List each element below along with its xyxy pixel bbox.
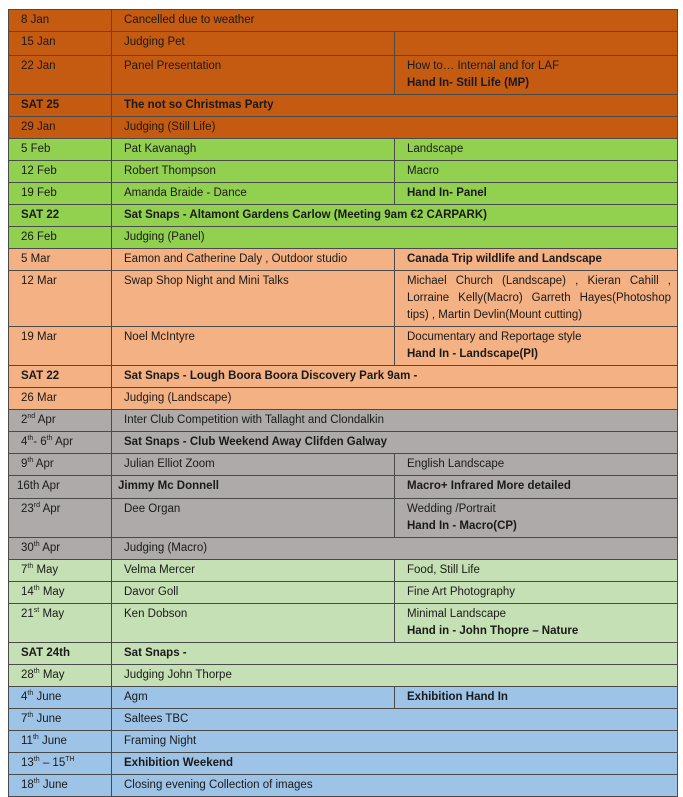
event-cell: Jimmy Mc Donnell (112, 476, 395, 499)
date-cell: 19 Mar (9, 327, 112, 366)
event-cell: Velma Mercer (112, 560, 395, 582)
date-cell: 12 Feb (9, 161, 112, 183)
schedule-row (9, 161, 678, 183)
date-cell: 13th – 15TH (9, 753, 112, 775)
date-cell: 30th Apr (9, 538, 112, 560)
detail-cell (395, 604, 678, 643)
detail-cell (395, 56, 678, 95)
date-cell: 16th Apr (9, 476, 112, 499)
schedule-row (9, 139, 678, 161)
schedule-row (9, 249, 678, 271)
event-cell: Swap Shop Night and Mini Talks (112, 271, 395, 327)
date-cell: 21st May (9, 604, 112, 643)
schedule-row (9, 410, 678, 432)
schedule-row (9, 775, 678, 797)
event-cell: Ken Dobson (112, 604, 395, 643)
event-cell: Robert Thompson (112, 161, 395, 183)
detail-line: Wedding /Portrait (407, 503, 496, 515)
detail-cell: Landscape (395, 139, 678, 161)
event-cell: Exhibition Weekend (112, 753, 678, 775)
event-cell: Sat Snaps - Lough Boora Boora Discovery Park 9am - (112, 366, 678, 388)
schedule-row (9, 388, 678, 410)
schedule-row (9, 753, 678, 775)
schedule-row (9, 731, 678, 753)
event-cell: Framing Night (112, 731, 678, 753)
event-cell: Closing evening Collection of images (112, 775, 678, 797)
club-schedule-table (8, 9, 678, 797)
schedule-row (9, 687, 678, 709)
schedule-row (9, 271, 678, 327)
date-cell: SAT 25 (9, 95, 112, 117)
detail-cell: Food, Still Life (395, 560, 678, 582)
detail-cell (395, 32, 678, 56)
schedule-row (9, 538, 678, 560)
schedule-row (9, 32, 678, 56)
event-cell: Pat Kavanagh (112, 139, 395, 161)
date-cell: 26 Mar (9, 388, 112, 410)
event-cell: Cancelled due to weather (112, 10, 678, 32)
date-cell: 4th June (9, 687, 112, 709)
schedule-row (9, 665, 678, 687)
schedule-row (9, 205, 678, 227)
date-cell: 19 Feb (9, 183, 112, 205)
event-cell: Julian Elliot Zoom (112, 454, 395, 476)
event-cell: Judging (Landscape) (112, 388, 678, 410)
detail-cell (395, 499, 678, 538)
date-cell: 5 Mar (9, 249, 112, 271)
date-cell: 8 Jan (9, 10, 112, 32)
event-cell: Sat Snaps - Altamont Gardens Carlow (Meeting 9am €2 CARPARK) (112, 205, 678, 227)
schedule-row (9, 604, 678, 643)
event-cell: Eamon and Catherine Daly , Outdoor studio (112, 249, 395, 271)
detail-cell (395, 327, 678, 366)
date-cell: 5 Feb (9, 139, 112, 161)
date-cell: 7th June (9, 709, 112, 731)
detail-cell: Exhibition Hand In (395, 687, 678, 709)
schedule-row (9, 10, 678, 32)
event-cell: Sat Snaps - (112, 643, 678, 665)
hand-in-line: Hand In - Landscape(PI) (407, 348, 538, 360)
date-cell: 9th Apr (9, 454, 112, 476)
date-cell: 23rd Apr (9, 499, 112, 538)
date-cell: 22 Jan (9, 56, 112, 95)
event-cell: Sat Snaps - Club Weekend Away Clifden Galway (112, 432, 678, 454)
event-cell: Saltees TBC (112, 709, 678, 731)
event-cell: Noel McIntyre (112, 327, 395, 366)
event-cell: Davor Goll (112, 582, 395, 604)
date-cell: SAT 22 (9, 366, 112, 388)
date-cell: 14th May (9, 582, 112, 604)
hand-in-line: Hand In- Still Life (MP) (407, 77, 530, 89)
detail-cell: Macro (395, 161, 678, 183)
event-cell: Judging (Macro) (112, 538, 678, 560)
hand-in-line: Hand in - John Thopre – Nature (407, 625, 579, 637)
event-cell: Amanda Braide - Dance (112, 183, 395, 205)
schedule-row (9, 643, 678, 665)
schedule-row (9, 476, 678, 499)
schedule-row (9, 95, 678, 117)
event-cell: Judging (Still Life) (112, 117, 678, 139)
schedule-row (9, 560, 678, 582)
event-cell: Judging John Thorpe (112, 665, 678, 687)
date-cell: 28th May (9, 665, 112, 687)
event-cell: Judging Pet (112, 32, 395, 56)
detail-line: Documentary and Reportage style (407, 331, 582, 343)
event-cell: Inter Club Competition with Tallaght and Clondalkin (112, 410, 678, 432)
date-cell: 7th May (9, 560, 112, 582)
event-cell: Panel Presentation (112, 56, 395, 95)
detail-cell: English Landscape (395, 454, 678, 476)
date-cell: 29 Jan (9, 117, 112, 139)
schedule-row (9, 56, 678, 95)
date-cell: 4th- 6th Apr (9, 432, 112, 454)
date-cell: 15 Jan (9, 32, 112, 56)
schedule-row (9, 582, 678, 604)
hand-in-line: Hand In - Macro(CP) (407, 520, 517, 532)
schedule-row (9, 709, 678, 731)
schedule-row (9, 454, 678, 476)
detail-cell: Canada Trip wildlife and Landscape (395, 249, 678, 271)
event-cell: Dee Organ (112, 499, 395, 538)
schedule-row (9, 499, 678, 538)
schedule-row (9, 227, 678, 249)
event-cell: Judging (Panel) (112, 227, 678, 249)
schedule-row (9, 366, 678, 388)
schedule-row (9, 183, 678, 205)
date-cell: SAT 24th (9, 643, 112, 665)
date-cell: 12 Mar (9, 271, 112, 327)
detail-cell: Fine Art Photography (395, 582, 678, 604)
schedule-row (9, 327, 678, 366)
event-cell: The not so Christmas Party (112, 95, 678, 117)
detail-cell: Hand In- Panel (395, 183, 678, 205)
detail-line: Minimal Landscape (407, 608, 507, 620)
schedule-row (9, 117, 678, 139)
date-cell: SAT 22 (9, 205, 112, 227)
date-cell: 26 Feb (9, 227, 112, 249)
detail-line: How to… Internal and for LAF (407, 60, 560, 72)
detail-cell: Michael Church (Landscape) , Kieran Cahill , Lorraine Kelly(Macro) Garreth Hayes(Photoshop tips) , Martin Devlin(Mount cutting) (395, 271, 678, 327)
schedule-row (9, 432, 678, 454)
date-cell: 2nd Apr (9, 410, 112, 432)
event-cell: Agm (112, 687, 395, 709)
date-cell: 18th June (9, 775, 112, 797)
date-cell: 11th June (9, 731, 112, 753)
detail-cell: Macro+ Infrared More detailed (395, 476, 678, 499)
